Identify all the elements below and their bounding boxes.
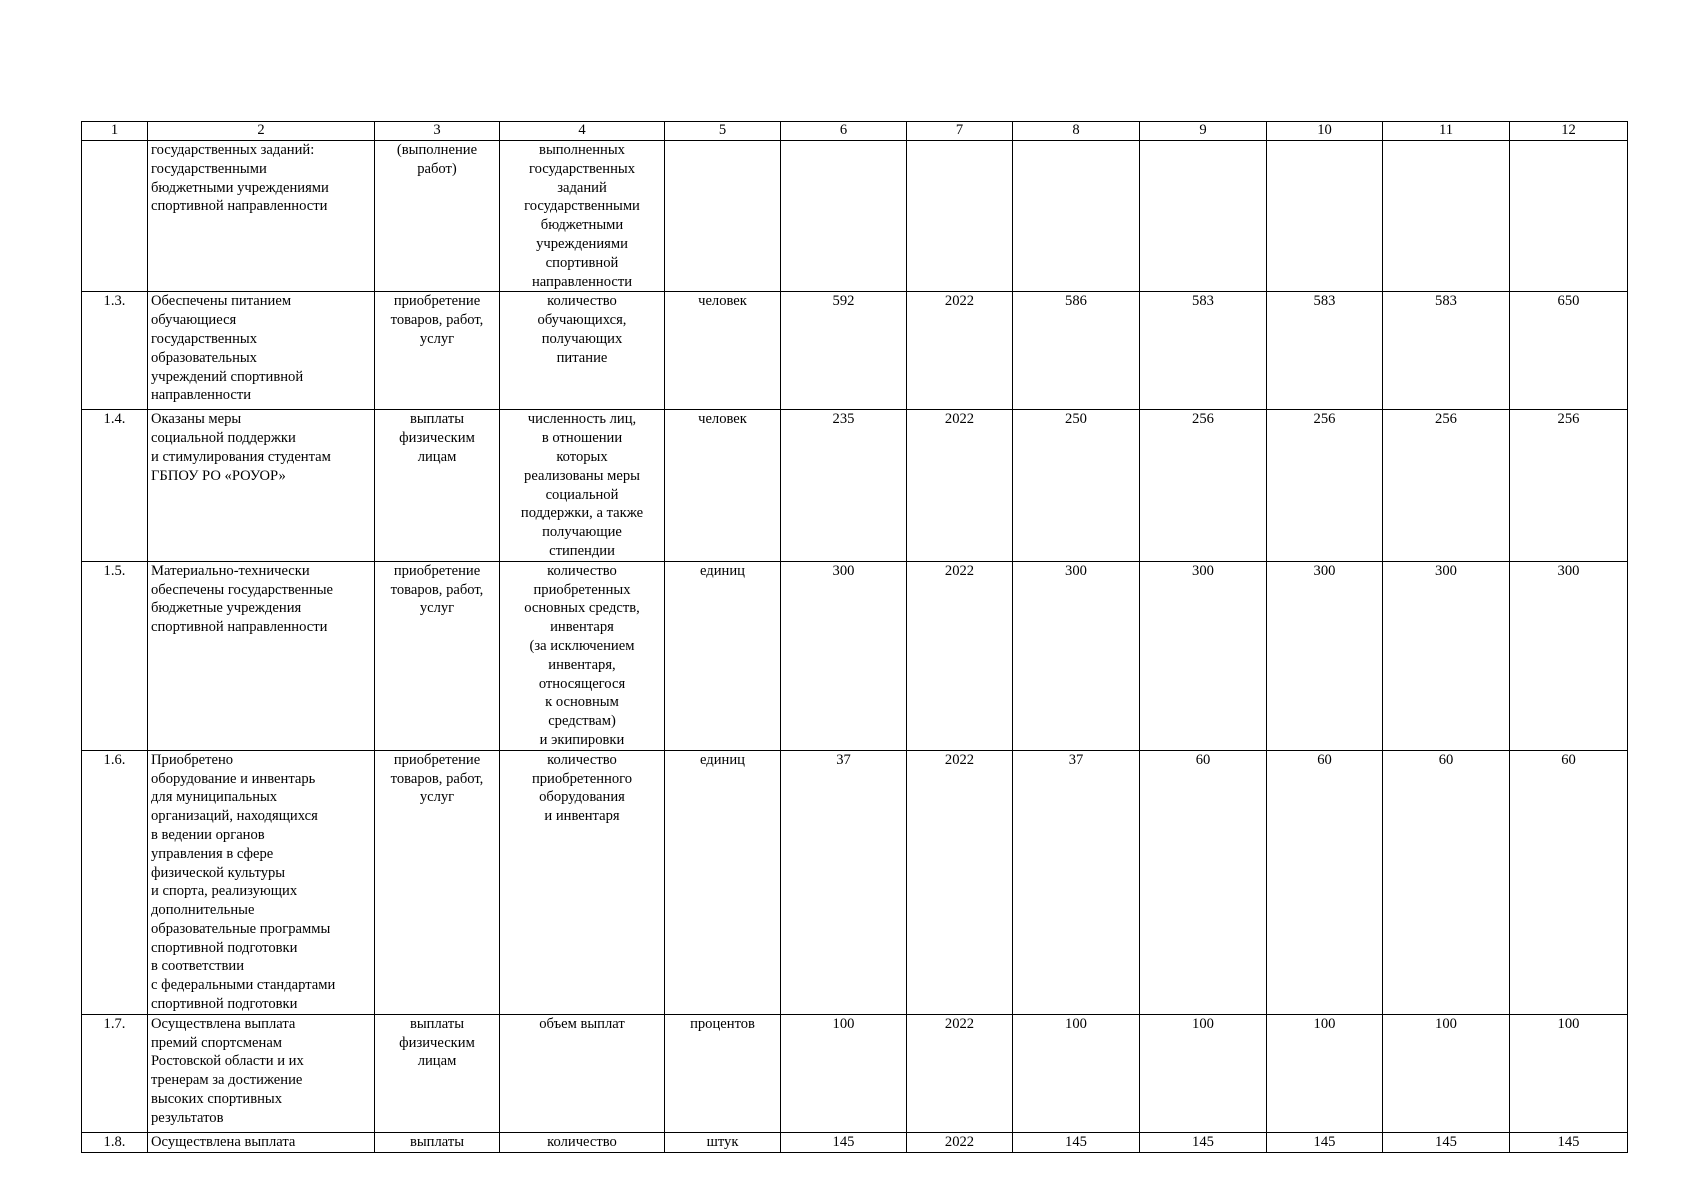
row-number: 1.5. [82, 561, 148, 750]
value-cell [1383, 141, 1510, 292]
value-cell: 60 [1510, 750, 1628, 1014]
value-cell: 256 [1140, 410, 1267, 561]
unit [665, 141, 781, 292]
result-type: приобретение товаров, работ, услуг [375, 292, 500, 410]
header-cell: 5 [665, 122, 781, 141]
header-cell: 3 [375, 122, 500, 141]
table-row [82, 292, 1628, 410]
indicator-name: количество приобретенного оборудования и инвентаря [500, 750, 665, 1014]
header-row [82, 122, 1628, 141]
value-cell: 250 [1013, 410, 1140, 561]
value-cell: 2022 [907, 1014, 1013, 1132]
row-number: 1.8. [82, 1132, 148, 1152]
result-name: Материально-технически обеспечены государственные бюджетные учреждения спортивной направленности [148, 561, 375, 750]
value-cell: 583 [1267, 292, 1383, 410]
value-cell: 235 [781, 410, 907, 561]
value-cell: 60 [1140, 750, 1267, 1014]
value-cell: 2022 [907, 750, 1013, 1014]
table-row [82, 750, 1628, 1014]
value-cell: 583 [1383, 292, 1510, 410]
header-cell: 12 [1510, 122, 1628, 141]
row-number [82, 141, 148, 292]
header-cell: 10 [1267, 122, 1383, 141]
row-number: 1.7. [82, 1014, 148, 1132]
value-cell [907, 141, 1013, 292]
value-cell: 300 [1140, 561, 1267, 750]
indicator-name: объем выплат [500, 1014, 665, 1132]
table-row [82, 141, 1628, 292]
value-cell: 300 [1267, 561, 1383, 750]
header-cell: 1 [82, 122, 148, 141]
indicator-name: количество [500, 1132, 665, 1152]
value-cell: 2022 [907, 410, 1013, 561]
value-cell: 2022 [907, 292, 1013, 410]
value-cell [1140, 141, 1267, 292]
value-cell: 583 [1140, 292, 1267, 410]
value-cell: 586 [1013, 292, 1140, 410]
value-cell: 145 [781, 1132, 907, 1152]
value-cell: 145 [1013, 1132, 1140, 1152]
value-cell: 145 [1383, 1132, 1510, 1152]
result-type: выплаты физическим лицам [375, 410, 500, 561]
value-cell: 60 [1383, 750, 1510, 1014]
value-cell: 100 [1140, 1014, 1267, 1132]
value-cell: 100 [1510, 1014, 1628, 1132]
value-cell: 650 [1510, 292, 1628, 410]
unit: человек [665, 410, 781, 561]
value-cell: 592 [781, 292, 907, 410]
header-cell: 8 [1013, 122, 1140, 141]
indicator-name: количество обучающихся, получающих питание [500, 292, 665, 410]
header-cell: 11 [1383, 122, 1510, 141]
value-cell: 37 [1013, 750, 1140, 1014]
value-cell: 100 [1383, 1014, 1510, 1132]
value-cell: 300 [1383, 561, 1510, 750]
value-cell [781, 141, 907, 292]
value-cell [1013, 141, 1140, 292]
unit: человек [665, 292, 781, 410]
value-cell: 2022 [907, 1132, 1013, 1152]
result-name: Обеспечены питанием обучающиеся государственных образовательных учреждений спортивной направленности [148, 292, 375, 410]
value-cell [1510, 141, 1628, 292]
value-cell: 300 [781, 561, 907, 750]
value-cell: 300 [1013, 561, 1140, 750]
table-row [82, 561, 1628, 750]
indicators-table [81, 121, 1628, 1153]
indicator-name: выполненных государственных заданий государственными бюджетными учреждениями спортивной направленности [500, 141, 665, 292]
result-type: (выполнение работ) [375, 141, 500, 292]
result-name: Осуществлена выплата [148, 1132, 375, 1152]
table-row [82, 1014, 1628, 1132]
result-name: Оказаны меры социальной поддержки и стимулирования студентам ГБПОУ РО «РОУОР» [148, 410, 375, 561]
value-cell: 256 [1510, 410, 1628, 561]
value-cell: 100 [781, 1014, 907, 1132]
unit: штук [665, 1132, 781, 1152]
value-cell: 100 [1013, 1014, 1140, 1132]
result-name: государственных заданий: государственными бюджетными учреждениями спортивной направленности [148, 141, 375, 292]
table-row [82, 410, 1628, 561]
result-type: выплаты [375, 1132, 500, 1152]
value-cell: 256 [1383, 410, 1510, 561]
indicator-name: количество приобретенных основных средств, инвентаря (за исключением инвентаря, относящегося к основным средствам) и экипировки [500, 561, 665, 750]
result-type: приобретение товаров, работ, услуг [375, 750, 500, 1014]
header-cell: 4 [500, 122, 665, 141]
header-cell: 6 [781, 122, 907, 141]
table-row [82, 1132, 1628, 1152]
row-number: 1.6. [82, 750, 148, 1014]
unit: процентов [665, 1014, 781, 1132]
header-cell: 7 [907, 122, 1013, 141]
header-cell: 2 [148, 122, 375, 141]
row-number: 1.3. [82, 292, 148, 410]
value-cell: 60 [1267, 750, 1383, 1014]
value-cell: 300 [1510, 561, 1628, 750]
value-cell: 2022 [907, 561, 1013, 750]
result-type: приобретение товаров, работ, услуг [375, 561, 500, 750]
result-name: Приобретено оборудование и инвентарь для муниципальных организаций, находящихся в ведении органов управления в сфере физической культуры и спорта, реализующих дополнительные образовательные программы спортивной подготовки в соответствии с федеральными стандартами спортивной подготовки [148, 750, 375, 1014]
value-cell: 145 [1267, 1132, 1383, 1152]
value-cell: 37 [781, 750, 907, 1014]
value-cell: 145 [1140, 1132, 1267, 1152]
result-name: Осуществлена выплата премий спортсменам Ростовской области и их тренерам за достижение высоких спортивных результатов [148, 1014, 375, 1132]
row-number: 1.4. [82, 410, 148, 561]
value-cell: 256 [1267, 410, 1383, 561]
result-type: выплаты физическим лицам [375, 1014, 500, 1132]
header-cell: 9 [1140, 122, 1267, 141]
unit: единиц [665, 750, 781, 1014]
value-cell [1267, 141, 1383, 292]
indicator-name: численность лиц, в отношении которых реализованы меры социальной поддержки, а также получающие стипендии [500, 410, 665, 561]
value-cell: 100 [1267, 1014, 1383, 1132]
value-cell: 145 [1510, 1132, 1628, 1152]
unit: единиц [665, 561, 781, 750]
